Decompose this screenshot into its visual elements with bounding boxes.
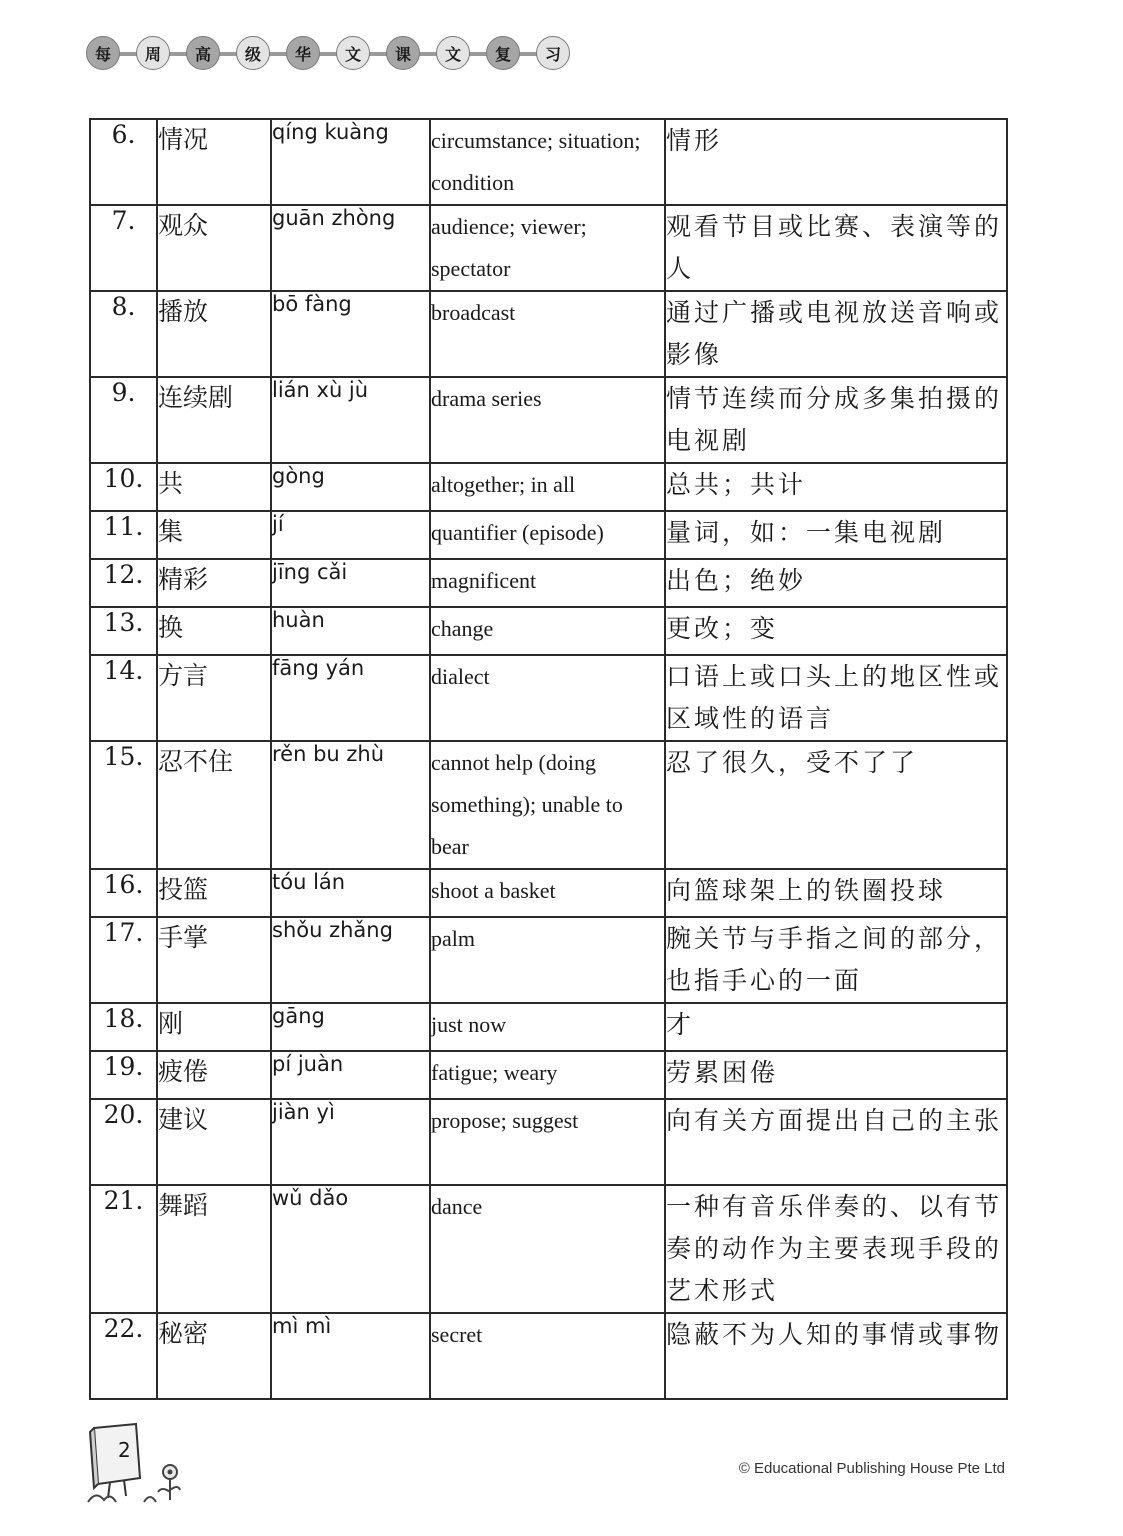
row-number: 7. [90,205,157,291]
pinyin: fāng yán [271,655,430,741]
row-number: 17. [90,917,157,1003]
chinese-word: 连续剧 [157,377,271,463]
chinese-definition: 腕关节与手指之间的部分，也指手心的一面 [665,917,1007,1003]
table-row [90,607,1007,655]
english-meaning: change [430,607,665,655]
pinyin: qíng kuàng [271,119,430,205]
row-number: 10. [90,463,157,511]
table-row [90,1185,1007,1313]
english-meaning: quantifier (episode) [430,511,665,559]
row-number: 13. [90,607,157,655]
table-row [90,463,1007,511]
table-row [90,741,1007,869]
chinese-word: 舞蹈 [157,1185,271,1313]
table-row [90,655,1007,741]
english-meaning: palm [430,917,665,1003]
chinese-word: 秘密 [157,1313,271,1399]
row-number: 6. [90,119,157,205]
pinyin: lián xù jù [271,377,430,463]
pinyin: jiàn yì [271,1099,430,1185]
chinese-word: 建议 [157,1099,271,1185]
english-meaning: secret [430,1313,665,1399]
pinyin: jīng cǎi [271,559,430,607]
copyright-notice: © Educational Publishing House Pte Ltd [738,1460,1005,1477]
pinyin: rěn bu zhù [271,741,430,869]
chinese-word: 投篮 [157,869,271,917]
chinese-definition: 向篮球架上的铁圈投球 [665,869,1007,917]
table-row [90,205,1007,291]
english-meaning: circumstance; situation; condition [430,119,665,205]
header-bead-strip [86,36,580,72]
header-bead: 文 [336,36,370,70]
chinese-definition: 通过广播或电视放送音响或影像 [665,291,1007,377]
english-meaning: cannot help (doing something); unable to bear [430,741,665,869]
english-meaning: dance [430,1185,665,1313]
table-row [90,377,1007,463]
english-meaning: broadcast [430,291,665,377]
chinese-word: 情况 [157,119,271,205]
chinese-word: 精彩 [157,559,271,607]
pinyin: gāng [271,1003,430,1051]
pinyin: gòng [271,463,430,511]
table-row [90,291,1007,377]
header-bead: 华 [286,36,320,70]
chinese-definition: 一种有音乐伴奏的、以有节奏的动作为主要表现手段的艺术形式 [665,1185,1007,1313]
chinese-word: 换 [157,607,271,655]
english-meaning: audience; viewer; spectator [430,205,665,291]
pinyin: guān zhòng [271,205,430,291]
table-row [90,559,1007,607]
chinese-word: 播放 [157,291,271,377]
chinese-definition: 出色；绝妙 [665,559,1007,607]
row-number: 22. [90,1313,157,1399]
pinyin: bō fàng [271,291,430,377]
chinese-definition: 情节连续而分成多集拍摄的电视剧 [665,377,1007,463]
row-number: 21. [90,1185,157,1313]
table-row [90,1051,1007,1099]
header-bead: 周 [136,36,170,70]
row-number: 8. [90,291,157,377]
pinyin: pí juàn [271,1051,430,1099]
chinese-definition: 才 [665,1003,1007,1051]
header-bead: 课 [386,36,420,70]
chinese-definition: 量词，如：一集电视剧 [665,511,1007,559]
chinese-definition: 隐蔽不为人知的事情或事物 [665,1313,1007,1399]
english-meaning: propose; suggest [430,1099,665,1185]
row-number: 9. [90,377,157,463]
chinese-definition: 劳累困倦 [665,1051,1007,1099]
english-meaning: drama series [430,377,665,463]
chinese-word: 观众 [157,205,271,291]
chinese-definition: 情形 [665,119,1007,205]
chinese-definition: 忍了很久，受不了了 [665,741,1007,869]
chinese-definition: 总共；共计 [665,463,1007,511]
header-bead: 每 [86,36,120,70]
row-number: 20. [90,1099,157,1185]
page-number-badge-icon [84,1422,184,1506]
table-row [90,917,1007,1003]
chinese-definition: 口语上或口头上的地区性或区域性的语言 [665,655,1007,741]
english-meaning: just now [430,1003,665,1051]
chinese-word: 手掌 [157,917,271,1003]
page-number: 2 [118,1438,131,1462]
chinese-word: 疲倦 [157,1051,271,1099]
chinese-word: 集 [157,511,271,559]
header-bead: 高 [186,36,220,70]
table-row [90,1313,1007,1399]
chinese-definition: 向有关方面提出自己的主张 [665,1099,1007,1185]
row-number: 11. [90,511,157,559]
table-row [90,869,1007,917]
row-number: 18. [90,1003,157,1051]
header-bead: 文 [436,36,470,70]
chinese-word: 共 [157,463,271,511]
chinese-definition: 更改；变 [665,607,1007,655]
header-bead: 级 [236,36,270,70]
row-number: 14. [90,655,157,741]
pinyin: tóu lán [271,869,430,917]
pinyin: mì mì [271,1313,430,1399]
pinyin: wǔ dǎo [271,1185,430,1313]
pinyin: shǒu zhǎng [271,917,430,1003]
table-row [90,511,1007,559]
row-number: 16. [90,869,157,917]
chinese-definition: 观看节目或比赛、表演等的人 [665,205,1007,291]
pinyin: jí [271,511,430,559]
header-bead: 复 [486,36,520,70]
english-meaning: fatigue; weary [430,1051,665,1099]
english-meaning: shoot a basket [430,869,665,917]
vocabulary-table [89,118,1008,1400]
chinese-word: 忍不住 [157,741,271,869]
table-row [90,1003,1007,1051]
english-meaning: dialect [430,655,665,741]
row-number: 12. [90,559,157,607]
pinyin: huàn [271,607,430,655]
table-row [90,119,1007,205]
row-number: 19. [90,1051,157,1099]
english-meaning: magnificent [430,559,665,607]
header-bead: 习 [536,36,570,70]
chinese-word: 方言 [157,655,271,741]
chinese-word: 刚 [157,1003,271,1051]
table-row [90,1099,1007,1185]
english-meaning: altogether; in all [430,463,665,511]
row-number: 15. [90,741,157,869]
